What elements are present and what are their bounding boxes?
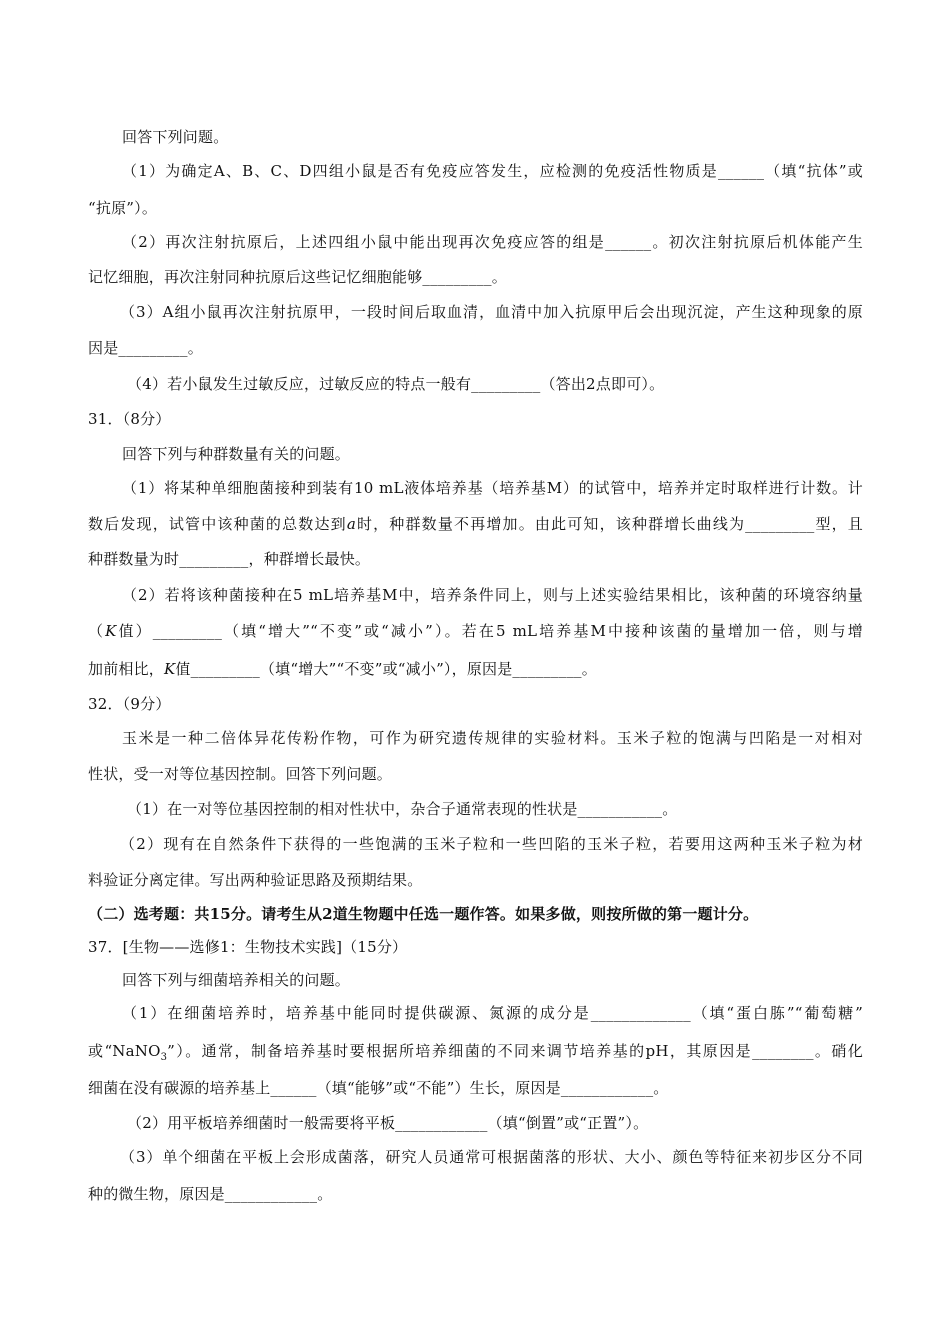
q30-part4: （4）若小鼠发生过敏反应，过敏反应的特点一般有_________（答出2点即可）。 — [127, 375, 665, 393]
q37-part1-line2 — [88, 1041, 863, 1068]
q31-part2-line3 — [88, 659, 863, 679]
q31-part2-line3-text-a: 加前相比， — [88, 660, 165, 678]
variable-k: K — [164, 660, 176, 678]
q32-intro-line1: 玉米是一种二倍体异花传粉作物，可作为研究遗传规律的实验材料。玉米子粒的饱满与凹陷是一对相对 — [122, 729, 863, 747]
q31-part1-line2-text-b: 时，种群数量不再增加。由此可知，该种群增长曲线为_________型，且 — [355, 515, 864, 533]
q37-part1-line3: 细菌在没有碳源的培养基上______（填“能够”或“不能”）生长，原因是____________。 — [88, 1079, 669, 1097]
variable-a: a — [346, 515, 356, 533]
q30-part3-line2: 因是_________。 — [88, 339, 203, 357]
q37-heading: 37．[生物——选修1：生物技术实践]（15分） — [88, 938, 408, 956]
q30-part1-line1: （1）为确定A、B、C、D四组小鼠是否有免疫应答发生，应检测的免疫活性物质是______（填“抗体”或 — [122, 162, 863, 180]
q37-part1-line2-text-b: ”）。通常，制备培养基时要根据所培养细菌的不同来调节培养基的pH，其原因是________。硝化 — [167, 1042, 863, 1060]
q32-part2-line2: 料验证分离定律。写出两种验证思路及预期结果。 — [88, 871, 423, 889]
subscript-3: 3 — [160, 1052, 168, 1063]
q31-part2-line2 — [88, 621, 863, 641]
q31-part1-line2 — [88, 514, 863, 534]
q37-part1-line2-text-a: 或“NaNO — [88, 1042, 161, 1060]
q37-part2: （2）用平板培养细菌时一般需要将平板____________（填“倒置”或“正置”）。 — [127, 1114, 649, 1132]
variable-k: K — [105, 622, 117, 640]
q31-heading: 31．（8分） — [88, 410, 171, 428]
q31-part1-line3: 种群数量为时_________，种群增长最快。 — [88, 550, 371, 568]
q32-part1: （1）在一对等位基因控制的相对性状中，杂合子通常表现的性状是___________。 — [127, 800, 678, 818]
q31-part1-line2-text-a: 数后发现，试管中该种菌的总数达到 — [88, 515, 347, 533]
q37-intro: 回答下列与细菌培养相关的问题。 — [122, 971, 351, 989]
q32-part2-line1: （2）现有在自然条件下获得的一些饱满的玉米子粒和一些凹陷的玉米子粒，若要用这两种玉米子粒为材 — [120, 835, 863, 853]
q30-part2-line2: 记忆细胞，再次注射同种抗原后这些记忆细胞能够_________。 — [88, 268, 507, 286]
section2-heading: （二）选考题：共15分。请考生从2道生物题中任选一题作答。如果多做，则按所做的第一题计分。 — [88, 905, 759, 923]
q37-part1-line1: （1）在细菌培养时，培养基中能同时提供碳源、氮源的成分是_____________（填“蛋白胨”“葡萄糖” — [122, 1004, 863, 1022]
q31-part2-line2-text-b: 值）_________（填“增大”“不变”或“减小”）。若在5 mL培养基M中接种该菌的量增加一倍，则与增 — [116, 622, 863, 640]
q30-part3-line1: （3）A组小鼠再次注射抗原甲，一段时间后取血清，血清中加入抗原甲后会出现沉淀，产生这种现象的原 — [120, 303, 863, 321]
q32-heading: 32．（9分） — [88, 695, 171, 713]
q37-part3-line1: （3）单个细菌在平板上会形成菌落，研究人员通常可根据菌落的形状、大小、颜色等特征来初步区分不同 — [120, 1148, 863, 1166]
q30-part1-line2: “抗原”）。 — [88, 199, 158, 217]
q31-part2-line3-text-b: 值_________（填“增大”“不变”或“减小”），原因是_________。 — [175, 660, 597, 678]
q37-part3-line2: 种的微生物，原因是____________。 — [88, 1185, 333, 1203]
q30-part2-line1: （2）再次注射抗原后，上述四组小鼠中能出现再次免疫应答的组是______。初次注射抗原后机体能产生 — [122, 233, 863, 251]
q31-part2-line2-text-a: （ — [88, 622, 106, 640]
q32-intro-line2: 性状，受一对等位基因控制。回答下列问题。 — [88, 765, 393, 783]
q31-part1-line1: （1）将某种单细胞菌接种到装有10 mL液体培养基（培养基M）的试管中，培养并定时取样进行计数。计 — [122, 479, 863, 497]
q31-intro: 回答下列与种群数量有关的问题。 — [122, 445, 351, 463]
q31-part2-line1: （2）若将该种菌接种在5 mL培养基M中，培养条件同上，则与上述实验结果相比，该种菌的环境容纳量 — [122, 586, 863, 604]
q30-intro: 回答下列问题。 — [122, 128, 229, 146]
